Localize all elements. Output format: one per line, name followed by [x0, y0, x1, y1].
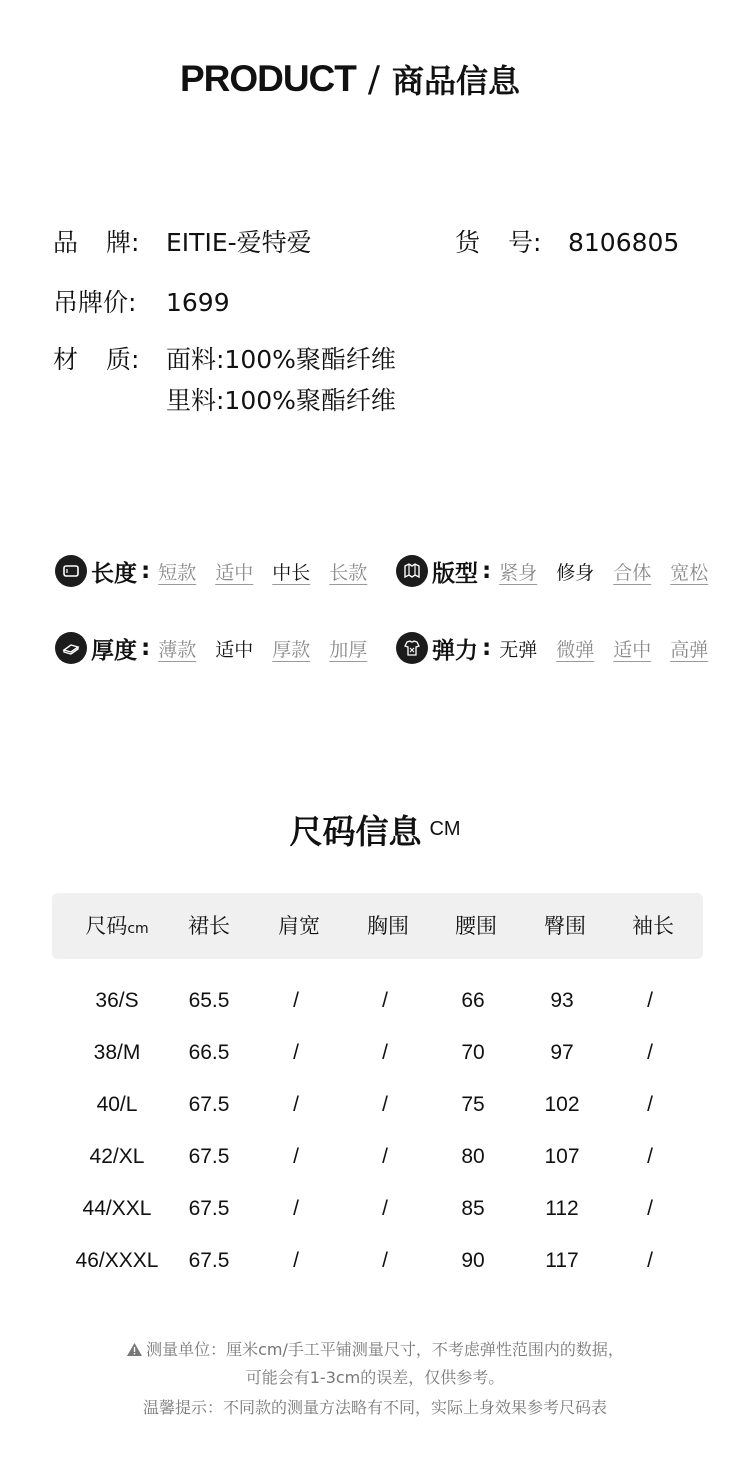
cell-skirt-length: 67.5 [188, 1249, 230, 1272]
cell-hip: 93 [550, 989, 574, 1012]
table-row [0, 1241, 750, 1281]
cell-shoulder: / [293, 989, 299, 1012]
cell-size: 36/S [95, 989, 139, 1012]
cell-chest: / [382, 989, 388, 1012]
table-row [0, 981, 750, 1021]
size-section-title [0, 806, 750, 853]
brand-field [53, 228, 139, 258]
warning-icon [126, 1342, 143, 1361]
option-slim-selected: 修身 [556, 561, 595, 584]
cell-sleeve: / [647, 1197, 653, 1220]
cell-waist: 85 [461, 1197, 485, 1220]
cell-shoulder: / [293, 1249, 299, 1272]
cell-chest: / [382, 1197, 388, 1220]
table-row [0, 1085, 750, 1125]
cell-waist: 90 [461, 1249, 485, 1272]
title-separator: / [367, 58, 381, 100]
attribute-colon: : [482, 635, 492, 661]
elasticity-icon [396, 632, 428, 664]
cell-size: 40/L [96, 1093, 138, 1116]
page-title [0, 56, 700, 102]
option-extra-thick: 加厚 [329, 638, 368, 661]
attribute-label: 版型 [432, 560, 478, 587]
cell-chest: / [382, 1093, 388, 1116]
price-label: 吊牌价: [53, 288, 137, 317]
option-thin: 薄款 [158, 638, 197, 661]
size-unit: CM [429, 818, 461, 840]
sku-field [455, 228, 541, 258]
cell-hip: 107 [544, 1145, 580, 1168]
attribute-label: 厚度 [91, 637, 137, 664]
title-chinese: 商品信息 [392, 62, 521, 100]
cell-size: 42/XL [89, 1145, 145, 1168]
option-midlength-selected: 中长 [272, 561, 311, 584]
title-english: PRODUCT [179, 58, 356, 99]
attribute-colon: : [482, 558, 492, 584]
material-outer: 面料:100%聚酯纤维 [166, 345, 396, 374]
cell-hip: 97 [550, 1041, 574, 1064]
table-row [0, 1137, 750, 1177]
option-thick: 厚款 [272, 638, 311, 661]
option-medium-selected: 适中 [215, 638, 254, 661]
cell-sleeve: / [647, 1041, 653, 1064]
attribute-colon: : [141, 558, 151, 584]
cell-sleeve: / [647, 1093, 653, 1116]
cell-waist: 66 [461, 989, 485, 1012]
option-medium: 适中 [215, 561, 254, 584]
table-row [0, 1033, 750, 1073]
note-text-1: 测量单位：厘米cm/手工平铺测量尺寸，不考虑弹性范围内的数据， [146, 1340, 624, 1359]
sku-label: 货号: [455, 228, 542, 257]
attribute-elasticity [396, 631, 708, 665]
note-line-2: 可能会有1-3cm的误差，仅供参考。 [245, 1368, 505, 1387]
option-long: 长款 [329, 561, 368, 584]
attribute-fit [396, 554, 708, 588]
cell-size: 38/M [93, 1041, 141, 1064]
attribute-label: 弹力 [432, 637, 478, 664]
length-icon [55, 555, 87, 587]
brand-label: 品牌: [53, 228, 140, 257]
cell-hip: 117 [545, 1249, 579, 1272]
table-row [0, 1189, 750, 1229]
option-short: 短款 [158, 561, 197, 584]
cell-size: 46/XXXL [75, 1249, 159, 1272]
fit-icon [396, 555, 428, 587]
material-label: 材质: [53, 345, 140, 374]
cell-shoulder: / [293, 1197, 299, 1220]
cell-sleeve: / [647, 1249, 653, 1272]
header-sleeve: 袖长 [632, 914, 674, 938]
material-field [53, 345, 139, 375]
option-no-stretch-selected: 无弹 [499, 638, 538, 661]
note-line-1 [0, 1337, 750, 1361]
cell-shoulder: / [293, 1145, 299, 1168]
cell-shoulder: / [293, 1041, 299, 1064]
cell-waist: 80 [461, 1145, 485, 1168]
cell-skirt-length: 66.5 [188, 1041, 230, 1064]
attribute-thickness [55, 631, 367, 665]
header-size-label: 尺码 [85, 914, 128, 938]
thickness-icon [55, 632, 87, 664]
note-line-3: 温馨提示：不同款的测量方法略有不同，实际上身效果参考尺码表 [142, 1398, 607, 1417]
cell-chest: / [382, 1249, 388, 1272]
header-skirt-length: 裙长 [188, 914, 230, 938]
option-high-stretch: 高弹 [670, 638, 709, 661]
cell-hip: 112 [545, 1197, 579, 1220]
size-table-header [52, 893, 703, 959]
option-medium-stretch: 适中 [613, 638, 652, 661]
option-tight: 紧身 [499, 561, 538, 584]
cell-skirt-length: 67.5 [188, 1145, 230, 1168]
cell-skirt-length: 67.5 [188, 1197, 230, 1220]
cell-hip: 102 [544, 1093, 580, 1116]
brand-value: EITIE-爱特爱 [166, 228, 312, 257]
cell-sleeve: / [647, 1145, 653, 1168]
price-value: 1699 [166, 288, 230, 317]
header-chest: 胸围 [367, 914, 409, 938]
cell-sleeve: / [647, 989, 653, 1012]
sku-value: 8106805 [568, 228, 680, 257]
cell-skirt-length: 65.5 [188, 989, 230, 1012]
size-title: 尺码信息 [289, 812, 422, 851]
header-size [72, 893, 162, 959]
cell-chest: / [382, 1145, 388, 1168]
material-lining: 里料:100%聚酯纤维 [166, 386, 396, 415]
cell-skirt-length: 67.5 [188, 1093, 230, 1116]
cell-waist: 70 [461, 1041, 485, 1064]
header-waist: 腰围 [455, 914, 497, 938]
option-slight-stretch: 微弹 [556, 638, 595, 661]
attribute-length [55, 554, 367, 588]
attribute-label: 长度 [91, 560, 137, 587]
cell-shoulder: / [293, 1093, 299, 1116]
cell-chest: / [382, 1041, 388, 1064]
cell-waist: 75 [461, 1093, 485, 1116]
header-size-unit: cm [127, 921, 149, 937]
option-loose: 宽松 [670, 561, 709, 584]
attribute-colon: : [141, 635, 151, 661]
cell-size: 44/XXL [82, 1197, 152, 1220]
header-hip: 臀围 [544, 914, 586, 938]
option-regular: 合体 [613, 561, 652, 584]
header-shoulder: 肩宽 [278, 914, 320, 938]
